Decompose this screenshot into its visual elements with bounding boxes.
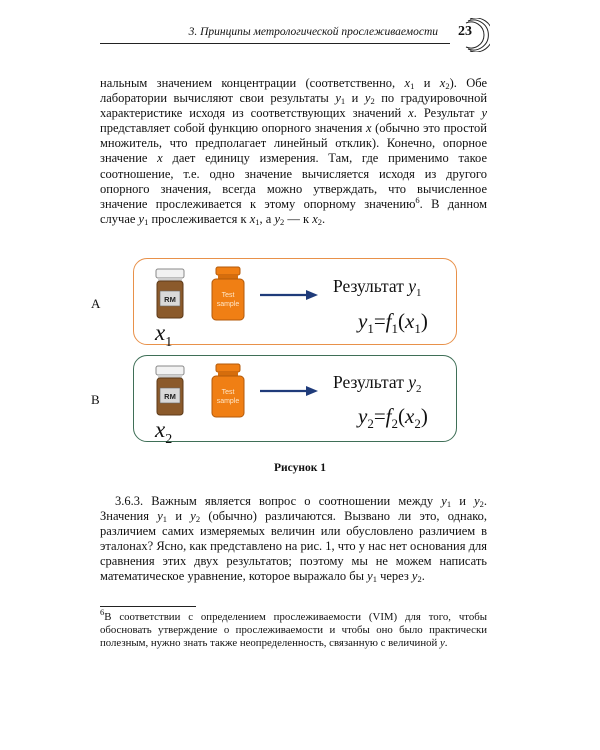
test-jar-label-line1: Test [221,389,235,396]
test-jar-label-line1: Test [221,292,235,299]
row-label-b: B [91,392,100,407]
page-number-arcs-icon [456,18,490,52]
arrow-right-icon [260,289,318,301]
figure-caption: Рисунок 1 [274,462,326,474]
result-y2-label: Результат $y_2$ [333,372,422,395]
running-title: 3. Принципы метрологической прослеживаемости [188,26,438,38]
test-sample-jar-icon [209,266,247,322]
paragraph-intro: нальным значением концентрации (соответственно, $x_1$ и $x_2$). Обе лаборатории вычисляют свои результаты $y_1$ и $y_2$ по градуировочной характеристике исходя из соответствующих значений x. Результат y представляет собой функцию опорного значения x (обычно это простой множитель, что предполагает линейный отклик). Конечно, опорное значение x дает единицу измерения. Там, где применимо такое соотношение, т.е. одно значение вычисляется исходя из другого опорного значения, всегда можно утверждать, что вычисленное значение прослеживается к этому опорному значению$^6$. В данном случае $y_1$ прослеживается к $x_1$, а $y_2$ — к $x_2$. [100,76,488,227]
paragraph-3-6-3: 3.6.3. Важным является вопрос о соотношении между $y_1$ и $y_2$. Значения $y_1$ и $y_2$ (обычно) различаются. Вызвано ли это, однако, различием самих измеряемых величин или обусловлено различием в эталонах? Ясно, как представлено на рис. 1, что у нас нет основания для сравнения этих двух результатов; поэтому мы не можем написать математическое уравнение, которое выражало бы $y_1$ через $y_2$. [100,494,488,585]
rm-jar-icon [152,268,188,320]
rm-jar-label: RM [164,295,176,304]
footnote-ref[interactable]: 6 [415,194,420,205]
formula-y2: $y_2=f_2(x_2)$ [358,404,428,431]
x2-label: $x_2$ [155,417,173,447]
x1-label: $x_1$ [155,320,173,350]
formula-y1: $y_1=f_1(x_1)$ [358,309,428,336]
running-header [100,26,490,54]
footnote-6: $^6$В соответствии с определением прослеживаемости (VIM) для того, чтобы обосновать утверждение о прослеживаемости и чтобы оно было практически полезным, нужно знать также неопределенность, связанную с величиной y. [100,607,487,649]
test-jar-label-line2: sample [216,301,240,308]
test-sample-jar-icon [209,363,247,419]
page-number: 23 [458,24,472,39]
footnote-rule [100,606,196,607]
rm-jar-icon [152,365,188,417]
arrow-right-icon [260,385,318,397]
rm-jar-label: RM [164,392,176,401]
result-y1-label: Результат $y_1$ [333,276,422,299]
footnote-marker: 6 [100,607,105,617]
test-jar-label-line2: sample [216,398,240,405]
row-label-a: A [91,296,101,311]
header-rule [100,43,450,44]
